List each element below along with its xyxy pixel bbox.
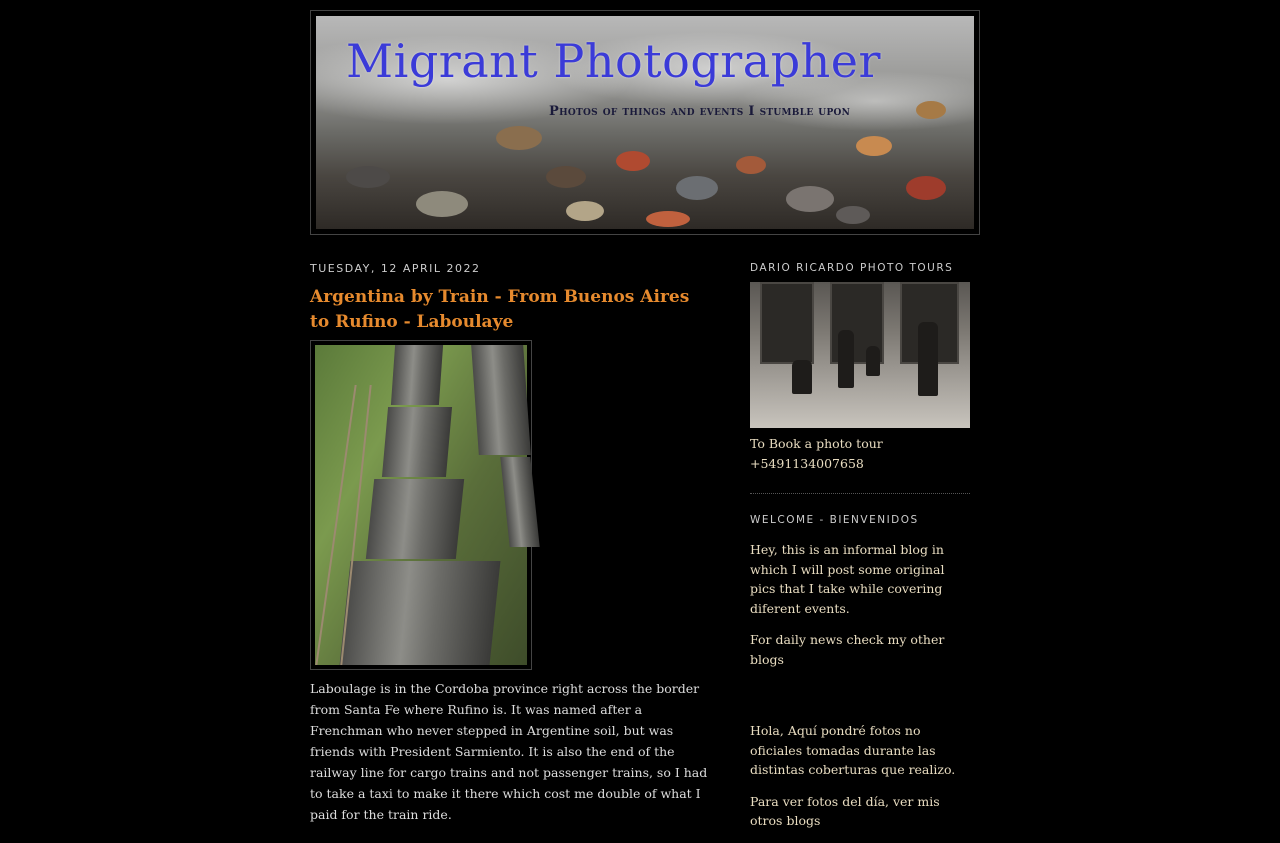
train-photo [315,345,527,665]
train-car [500,457,539,547]
train-car [366,479,464,559]
door [760,282,814,364]
pebble [786,186,834,212]
train-car [340,561,501,665]
post-photo-frame[interactable] [310,340,532,670]
post-title-link[interactable]: Argentina by Train - From Buenos Aires to Rufino - Laboulaye [310,287,690,332]
header-banner[interactable] [310,10,980,235]
pebble [916,101,946,119]
welcome-text-en: Hey, this is an informal blog in which I will post some original pics that I take while covering diferent events. [750,542,945,616]
widget-divider [750,493,970,494]
pebble [646,211,690,227]
tours-phone: +5491134007658 [750,455,864,471]
pebble [566,201,604,221]
pebble [616,151,650,171]
pebble [546,166,586,188]
pebble [736,156,766,174]
welcome-blogs-en: For daily news check my other blogs [750,632,945,667]
header-image [316,16,974,229]
post-body: Laboulage is in the Cordoba province right across the border from Santa Fe where Rufino is. It was named after a Frenchman who never stepped in Argentine soil, but was friends with President Sarmiento. It is also the end of the railway line for cargo trains and not passenger trains, so I had to take a taxi to make it there which cost me double of what I paid for the train ride. [310,681,708,822]
photographer-figure [918,322,938,396]
tours-booking-text: To Book a photo tour [750,436,883,451]
pebble [416,191,468,217]
tours-widget-title: DARIO RICARDO PHOTO TOURS [750,262,954,274]
blog-title[interactable]: Migrant Photographer [346,34,882,88]
pebble [496,126,542,150]
train-car [471,345,531,455]
photo-tour-image[interactable] [750,282,970,428]
sidebar [750,262,970,843]
photographer-figure [866,346,880,376]
spacer [750,681,970,721]
blog-description: Photos of things and events I stumble upon [549,104,851,119]
train-car [382,407,452,477]
pebble [346,166,390,188]
welcome-text-es: Hola, Aquí pondré fotos no oficiales tomadas durante las distintas coberturas que realizo. [750,723,956,777]
welcome-widget-title: WELCOME - BIENVENIDOS [750,514,919,526]
main-column [310,262,710,825]
train-car [391,345,443,405]
welcome-blogs-es: Para ver fotos del día, ver mis otros blogs [750,793,940,828]
post-date: TUESDAY, 12 APRIL 2022 [310,262,481,275]
photographer-figure [838,330,854,388]
photographer-figure [792,360,812,394]
pebble [836,206,870,224]
pebble [906,176,946,200]
pebble [856,136,892,156]
pebble [676,176,718,200]
